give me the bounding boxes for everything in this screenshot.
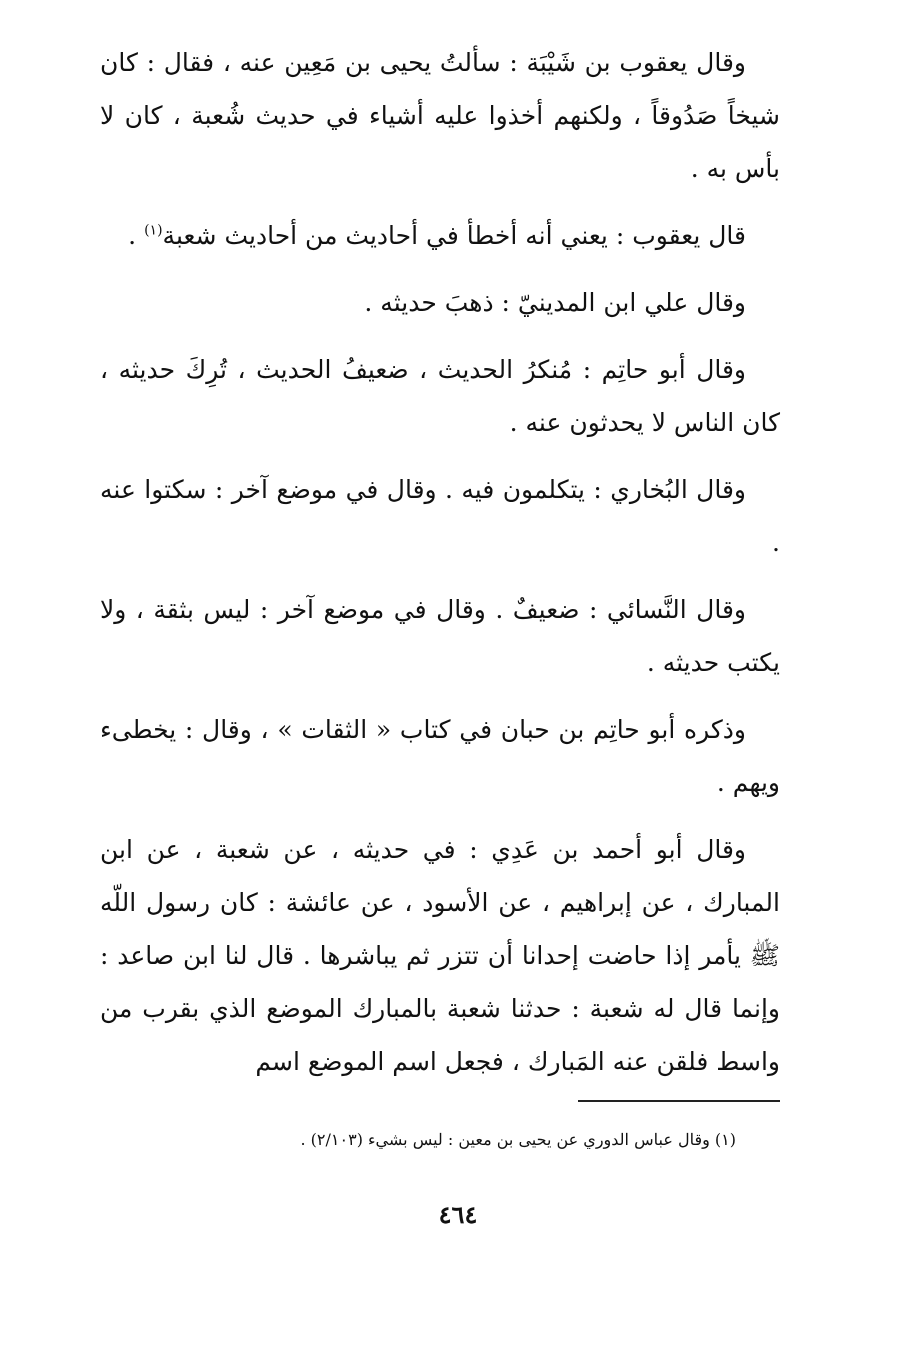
paragraph-4: وقال أبو حاتِم : مُنكرُ الحديث ، ضعيفُ الحديث ، تُرِكَ حديثه ، كان الناس لا يحدثون عنه . (100, 355, 780, 437)
paragraph-2 (100, 209, 780, 262)
footnote-marker[interactable]: (١) (144, 222, 163, 239)
paragraph-5: وقال البُخاري : يتكلمون فيه . وقال في موضع آخر : سكتوا عنه . (100, 475, 780, 557)
paragraph-2-end: . (128, 221, 145, 250)
paragraph-3: وقال علي ابن المدينيّ : ذهبَ حديثه . (364, 288, 746, 317)
page-number: ٤٦٤ (438, 1200, 478, 1229)
paragraph-7: وذكره أبو حاتِم بن حبان في كتاب « الثقات » ، وقال : يخطىء ويهم . (100, 715, 780, 797)
footnote: (١) وقال عباس الدوري عن يحيى بن معين : ليس بشيء (٢/١٠٣) . (300, 1130, 736, 1149)
paragraph-8: وقال أبو أحمد بن عَدِي : في حديثه ، عن شعبة ، عن ابن المبارك ، عن إبراهيم ، عن الأسود ، عن عائشة : كان رسول اللّه ﷺ يأمر إذا حاضت إحدانا أن تتزر ثم يباشرها . قال لنا ابن صاعد : وإنما قال له شعبة : حدثنا شعبة بالمبارك الموضع الذي بقرب من واسط فلقن عنه المَبارك ، فجعل اسم الموضع اسم (100, 835, 780, 1076)
paragraph-1: وقال يعقوب بن شَيْبَة : سألتُ يحيى بن مَعِين عنه ، فقال : كان شيخاً صَدُوقاً ، ولكنهم أخذوا عليه أشياء في حديث شُعبة ، كان لا بأس به . (100, 48, 780, 183)
paragraph-2-text: قال يعقوب : يعني أنه أخطأ في أحاديث من أحاديث شعبة (162, 221, 746, 250)
paragraph-6: وقال النَّسائي : ضعيفٌ . وقال في موضع آخر : ليس بثقة ، ولا يكتب حديثه . (100, 595, 780, 677)
footnote-divider (578, 1100, 780, 1102)
